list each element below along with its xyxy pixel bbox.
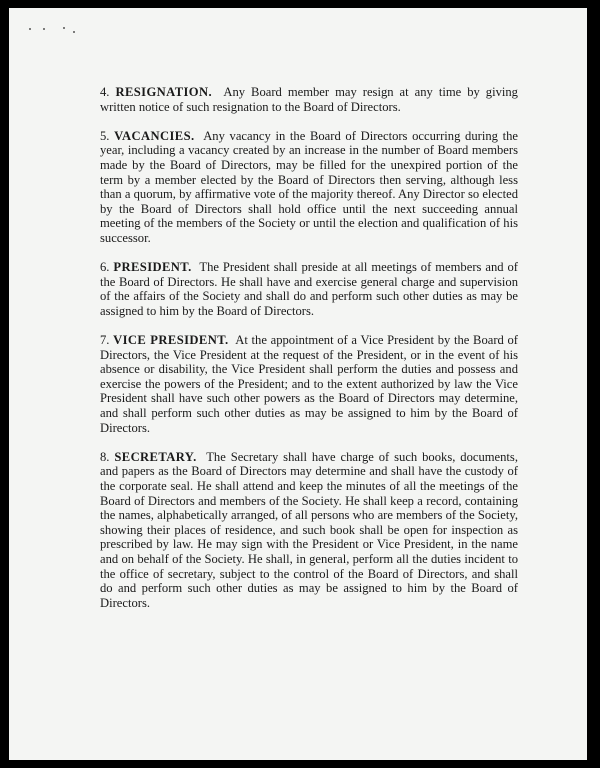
section-body: Any Board member may resign at any time by giving written notice of such resignation to the Board of Directors. <box>100 85 518 114</box>
section-president <box>100 260 518 318</box>
section-resignation <box>100 85 518 114</box>
section-paragraph <box>100 333 518 435</box>
section-paragraph <box>100 450 518 611</box>
section-body: The President shall preside at all meetings of members and of the Board of Directors. He shall have and exercise general charge and supervision of the affairs of the Society and shall do and perform such other duties as may be assigned to him by the Board of Directors. <box>100 260 518 318</box>
section-secretary <box>100 450 518 611</box>
document-page <box>9 8 587 760</box>
section-heading: RESIGNATION. <box>115 85 213 99</box>
section-paragraph <box>100 85 518 114</box>
section-heading: SECRETARY. <box>114 449 197 464</box>
scan-specks <box>29 26 89 36</box>
section-vice-president <box>100 333 518 435</box>
section-number: 8. <box>100 449 110 464</box>
section-paragraph <box>100 260 518 318</box>
section-body: The Secretary shall have charge of such books, documents, and papers as the Board of Directors may determine and shall have the custody of the corporate seal. He shall attend and keep the minutes of all the meetings of the Board of Directors and members of the Society. He shall keep a record, containing the names, alphabetically arranged, of all persons who are members of the Society, showing their places of residence, and such book shall be open for inspection as prescribed by law. He may sign with the President or Vice President, in the name and on behalf of the Society. He shall, in general, perform all the duties incident to the office of secretary, subject to the control of the Board of Directors, and shall do and perform such other duties as may be assigned to him by the Board of Directors. <box>100 449 518 610</box>
section-heading: VICE PRESIDENT. <box>113 333 229 348</box>
section-body: At the appointment of a Vice President by the Board of Directors, the Vice President at the request of the President, or in the event of his absence or disability, the Vice President shall perform the duties and possess and exercise the powers of the President; and to the extent authorized by law the Vice President shall have such other powers as the Board of Directors may determine, and shall perform such other duties as may be assigned to him by the Board of Directors. <box>100 333 518 435</box>
section-number: 5. <box>100 128 110 143</box>
bylaws-text <box>100 85 518 625</box>
section-paragraph <box>100 129 518 246</box>
section-heading: VACANCIES. <box>114 128 195 143</box>
section-number: 7. <box>100 333 110 348</box>
section-number: 4. <box>100 85 110 99</box>
section-body: Any vacancy in the Board of Directors occurring during the year, including a vacancy created by an increase in the number of Board members made by the Board of Directors, may be filled for the unexpired portion of the term by a member elected by the Board of Directors then serving, although less than a quorum, by affirmative vote of the majority thereof. Any Director so elected by the Board of Directors shall hold office until the next succeeding annual meeting of the members of the Society or until the election and qualification of his successor. <box>100 128 518 245</box>
section-heading: PRESIDENT. <box>113 260 192 275</box>
section-number: 6. <box>100 260 110 275</box>
section-vacancies <box>100 129 518 246</box>
